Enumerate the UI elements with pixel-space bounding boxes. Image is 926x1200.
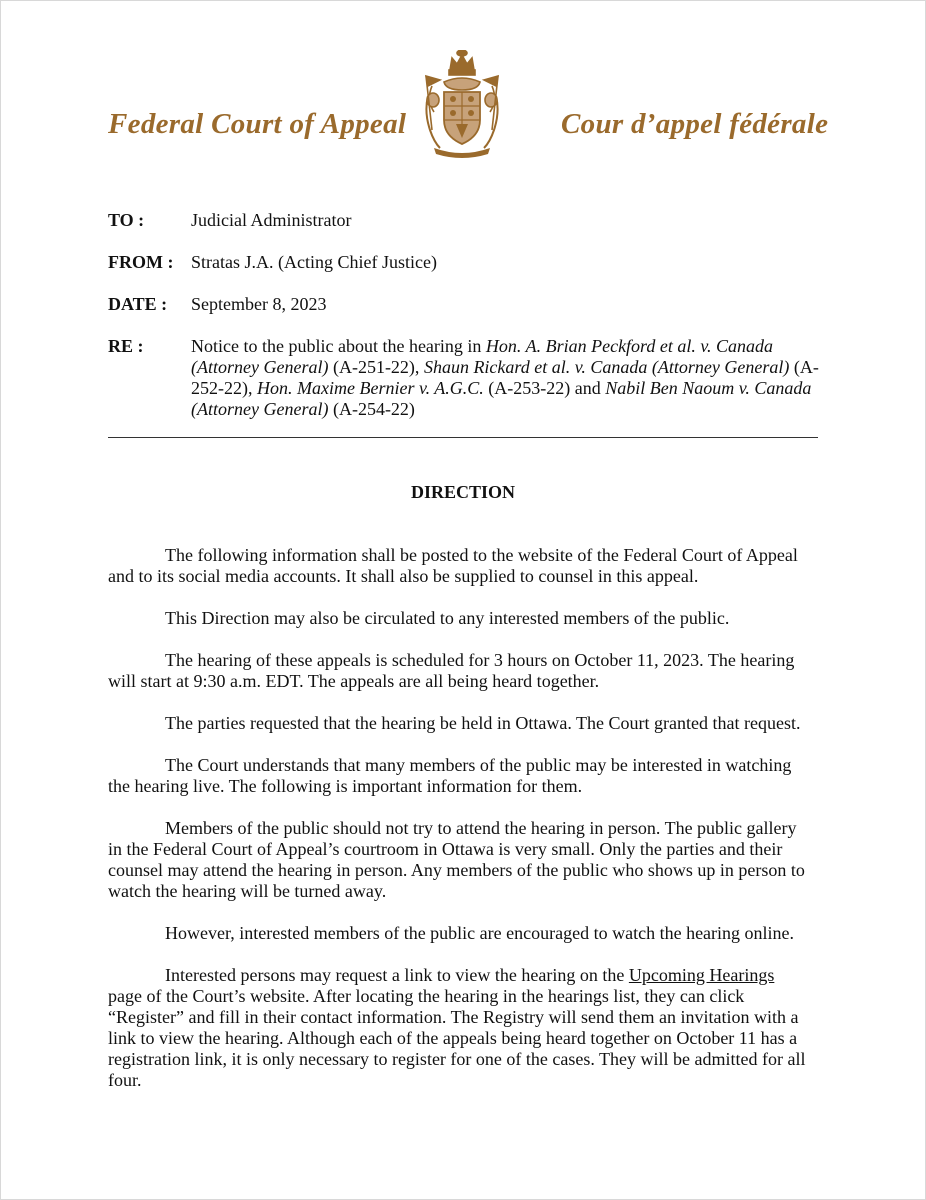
re-text: (A-254-22) xyxy=(328,399,415,419)
re-text: (A-251-22), xyxy=(328,357,424,377)
paragraph-text: Interested persons may request a link to view the hearing on the xyxy=(165,965,629,985)
upcoming-hearings-link[interactable]: Upcoming Hearings xyxy=(628,965,775,985)
coat-of-arms-icon xyxy=(420,50,504,162)
memo-date-label: DATE : xyxy=(108,294,168,314)
re-text: (A-253-22) and xyxy=(483,378,606,398)
paragraph: However, interested members of the public are encouraged to watch the hearing online. xyxy=(165,923,795,943)
memo-re-value xyxy=(191,336,821,420)
re-case-title: Hon. Maxime Bernier v. A.G.C. xyxy=(257,378,484,398)
paragraph: Members of the public should not try to attend the hearing in person. The public gallery in the Federal Court of Appeal’s courtroom in Ottawa is very small. Only the parties and their counsel may attend the hearing in person. Any members of the public who shows up in person to watch the hearing will be turned away. xyxy=(108,818,805,901)
memo-to-value: Judicial Administrator xyxy=(191,210,352,230)
paragraph-registration xyxy=(108,965,812,1091)
paragraph-text: page of the Court’s website. After locating the hearing in the hearings list, they can click “Register” and fill in their contact information. The Registry will send them an invitation with a link to view the hearing. Although each of the appeals being heard together on October 11 has a registration link, it is only necessary to register for one of the cases. They will be admitted for all four. xyxy=(108,986,806,1090)
re-text: Notice to the public about the hearing in xyxy=(191,336,486,356)
memo-date-value: September 8, 2023 xyxy=(191,294,327,314)
memo-from-value: Stratas J.A. (Acting Chief Justice) xyxy=(191,252,437,272)
direction-heading: DIRECTION xyxy=(410,482,516,502)
court-name-english: Federal Court of Appeal xyxy=(108,108,407,140)
paragraph: The following information shall be posted to the website of the Federal Court of Appeal and to its social media accounts. It shall also be supplied to counsel in this appeal. xyxy=(108,545,798,586)
memo-from-label: FROM : xyxy=(108,252,174,272)
paragraph: The parties requested that the hearing be held in Ottawa. The Court granted that request. xyxy=(165,713,801,733)
paragraph: The Court understands that many members of the public may be interested in watching the hearing live. The following is important information for them. xyxy=(108,755,792,796)
memo-re-label: RE : xyxy=(108,336,144,356)
re-case-title: Shaun Rickard et al. v. Canada (Attorney General) xyxy=(423,357,790,377)
court-name-french: Cour d’appel fédérale xyxy=(561,108,829,140)
paragraph: The hearing of these appeals is scheduled for 3 hours on October 11, 2023. The hearing will start at 9:30 a.m. EDT. The appeals are all being heard together. xyxy=(108,650,795,691)
re-text: (A-252-22), xyxy=(191,357,819,398)
memo-to-label: TO : xyxy=(108,210,145,230)
re-case-title: Nabil Ben Naoum v. Canada (Attorney General) xyxy=(191,378,812,419)
paragraph: This Direction may also be circulated to any interested members of the public. xyxy=(165,608,730,628)
re-case-title: Hon. A. Brian Peckford et al. v. Canada (Attorney General) xyxy=(191,336,774,377)
divider-line xyxy=(108,437,818,438)
